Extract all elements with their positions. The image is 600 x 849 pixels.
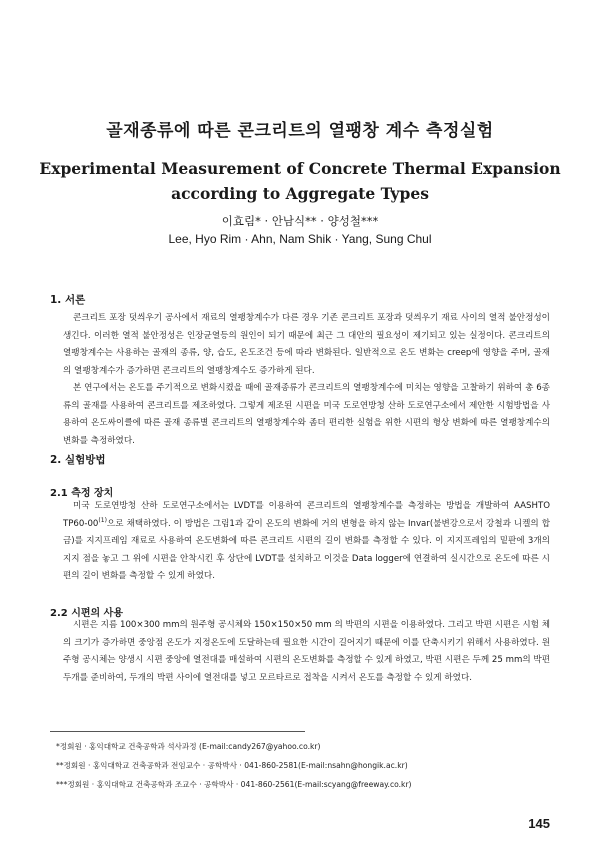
section-2-1-text-b: 으로 채택하였다. 이 방법은 그림1과 같이 온도의 변화에 거의 변형을 하지 않는 Invar(불변강으로서 강철과 니켈의 합금)를 지지프레임 재료로 사용하여 온도변화에 따른 콘크리트 시편의 길이 변화를 측정할 수 있다. 이 지지프레임의 밑판에 3개의 지지 점을 놓고 그 위에 시편을 안착시킨 후 상단에 LVDT를 설치하고 이것을 Data logger에 연결하여 실시간으로 온도에 따른 시편의 길이 변화를 측정할 수 있게 하였다. <box>63 518 550 582</box>
section-2-1-text-a: 미국 도로연방청 산하 도로연구소에서는 LVDT를 이용하여 콘크리트의 열팽창계수를 측정하는 방법을 개발하여 AASHTO TP60-00 <box>63 501 550 529</box>
footnote-1: *정회원 · 홍익대학교 건축공학과 석사과정 (E-mail:candy267@yahoo.co.kr) <box>56 742 321 751</box>
section-2-2-paragraph: 시편은 지름 100×300 mm의 원주형 공시체와 150×150×50 mm 의 박편의 시편을 이용하였다. 그리고 박편 시편은 시험 체의 크기가 증가하면 중앙점 온도가 지정온도에 도달하는데 필요한 시간이 길어지기 때문에 이를 단축시키기 위해서 사용하였다. 원주형 공시체는 양생시 시편 중앙에 열전대를 매설하여 시편의 온도변화를 측정할 수 있게 하였고, 박편 시편은 두께 25 mm의 박편 두개를 준비하여, 두개의 박편 사이에 열전대를 넣고 모르타르로 접착을 시켜서 온도를 측정할 수 있게 하였다. <box>63 620 550 683</box>
section-2-2-heading: 2.2 시편의 사용 <box>50 608 123 619</box>
korean-title: 골재종류에 따른 콘크리트의 열팽창 계수 측정실험 <box>106 121 494 141</box>
section-2-1-paragraph <box>63 498 550 586</box>
footnote-2: **정회원 · 홍익대학교 건축공학과 전임교수 · 공학박사 · 041-860-2581(E-mail:nsahn@hongik.ac.kr) <box>56 761 408 770</box>
english-title <box>0 156 600 206</box>
section-2-heading: 2. 실험방법 <box>50 454 106 466</box>
english-title-line-2: according to Aggregate Types <box>171 184 429 203</box>
english-title-line-1: Experimental Measurement of Concrete Thermal Expansion <box>39 159 561 178</box>
section-1-paragraph-2: 본 연구에서는 온도를 주기적으로 변화시켰을 때에 골재종류가 콘크리트의 열팽창계수에 미치는 영향을 고찰하기 위하여 총 6종류의 골재를 사용하여 콘크리트를 제조하였다. 그렇게 제조된 시편을 미국 도로연방청 산하 도로연구소에서 제안한 시험방법을 사용하여 온도싸이클에 따른 골재 종류별 콘크리트의 열팽창계수와 좀더 편리한 실험을 위한 시편의 형상 변화에 따른 열팽창계수의 변화를 측정하였다. <box>63 383 550 446</box>
authors-korean: 이효림* · 안남식** · 양성철*** <box>221 214 379 228</box>
section-1-paragraph-1: 콘크리트 포장 덧씌우기 공사에서 재료의 열팽창계수가 다른 경우 기존 콘크리트 포장과 덧씌우기 재료 사이의 열적 불안정성이 생긴다. 이러한 열적 불안정성은 인장균열등의 원인이 되기 때문에 최근 그 대안의 필요성이 제기되고 있는 실정이다. 콘크리트의 열팽창계수는 사용하는 골재의 종류, 양, 습도, 온도조건 등에 따라 변화된다. 일반적으로 온도 변화는 creep에 영향을 주며, 골재의 열팽창계수가 증가하면 콘크리트의 열팽창계수도 증가하게 된다. <box>63 313 550 376</box>
section-2-1-heading: 2.1 측정 장치 <box>50 488 114 499</box>
footnote-3: ***정회원 · 홍익대학교 건축공학과 조교수 · 공학박사 · 041-860-2561(E-mail:scyang@freeway.co.kr) <box>56 780 412 789</box>
authors-english: Lee, Hyo Rim · Ahn, Nam Shik · Yang, Sung Chul <box>168 232 432 246</box>
reference-marker: (1) <box>98 516 107 524</box>
page-number: 145 <box>528 816 550 831</box>
footnote-divider <box>50 731 305 732</box>
section-1-heading: 1. 서론 <box>50 294 86 306</box>
